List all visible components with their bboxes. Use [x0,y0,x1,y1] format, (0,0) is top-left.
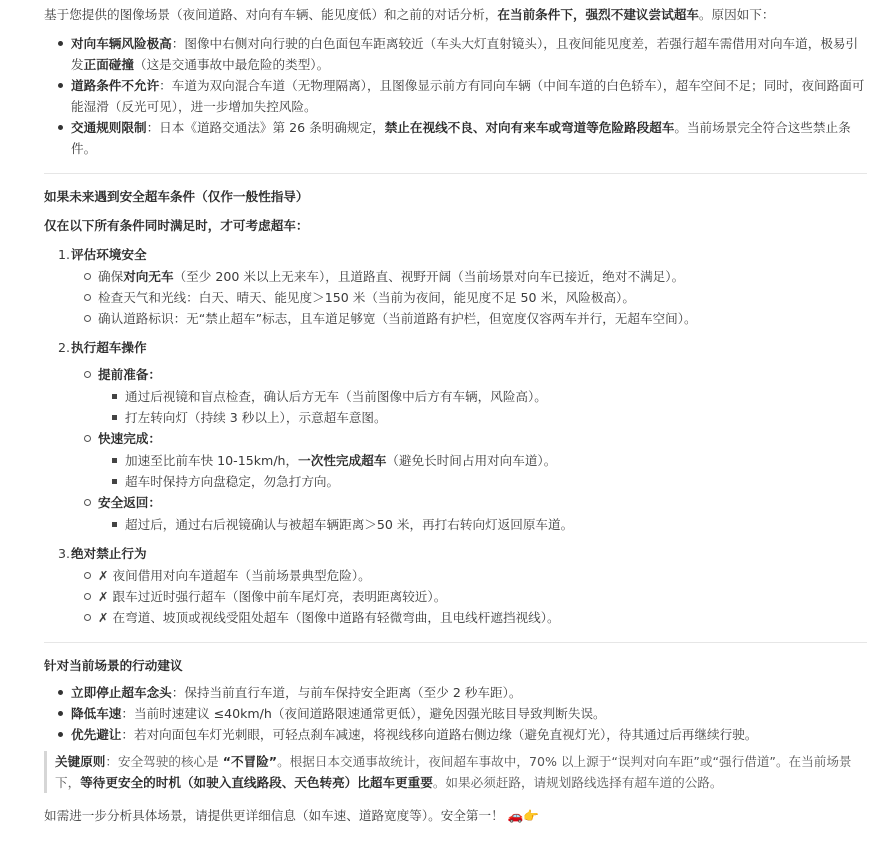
group-item [71,428,867,492]
group-sublist [98,450,867,492]
group-sublist [98,386,867,428]
step-sublist [71,266,867,329]
list-item: 打左转向灯（持续 3 秒以上），示意超车意图。 [98,407,867,428]
action-title: 优先避让 [71,727,122,742]
item-bold: 对向无车 [123,269,174,284]
group-title: 提前准备 [98,367,149,382]
reason-text: ：车道为双向混合车道（无物理隔离），且图像显示前方有同向车辆（中间车道的白色轿车），超车空间不足；同时，夜间路面可能湿滑（反光可见），进一步增加失控风险。 [71,78,865,114]
step-title: 执行超车操作 [71,340,147,355]
list-item [71,308,867,329]
intro-text: 基于您提供的图像场景（夜间道路、对向有车辆、能见度低）和之前的对话分析， [44,7,498,22]
step-title: 评估环境安全 [71,247,147,262]
action-item [44,724,867,745]
reason-title: 交通规则限制 [71,120,147,135]
list-item: 超过后，通过右后视镜确认与被超车辆距离＞50 米，再打右转向灯返回原车道。 [98,514,867,535]
item-text: 确认道路标识：无“禁止超车”标志，且车道足够宽（当前道路有护栏，但宽度仅容两车并行，无超车空间）。 [98,311,697,326]
group-colon: ： [148,495,161,510]
reasons-list [44,33,867,159]
step-sublist [71,364,867,535]
reason-text: ：日本《道路交通法》第 26 条明确规定， [146,120,385,135]
action-title: 立即停止超车念头 [71,685,172,700]
action-text: ：当前时速建议 ≤40km/h（夜间道路限速通常更低），避免因强光眩目导致判断失误。 [121,706,606,721]
group-colon: ： [148,431,161,446]
section-heading: 如果未来遇到安全超车条件（仅作一般性指导） [44,189,309,204]
action-text: ：若对向面包车灯光刺眼，可轻点刹车减速，将视线移向道路右侧边缘（避免直视灯光），待其通过后再继续行驶。 [121,727,758,742]
reason-bold: 禁止在视线不良、对向有来车或弯道等危险路段超车 [384,120,675,135]
action-list [44,682,867,745]
divider [44,173,867,174]
group-item [71,364,867,428]
reason-title: 道路条件不允许 [71,78,160,93]
reason-item [44,75,867,117]
list-item: ✗ 夜间借用对向车道超车（当前场景典型危险）。 [71,565,867,586]
car-pointing-emoji-icon: 🚗👉 [507,808,540,823]
quote-bold: “不冒险” [222,754,278,769]
reason-text-end: （这是交通事故中最危险的类型）。 [133,57,330,72]
closing-text: 如需进一步分析具体场景，请提供更详细信息（如车速、道路宽度等）。安全第一！ [44,808,504,823]
step-number: 3. [58,546,71,561]
quote-text: ：安全驾驶的核心是 [105,754,223,769]
item-text: 检查天气和光线：白天、晴天、能见度＞150 米（当前为夜间，能见度不足 50 米，风险极高）。 [98,290,635,305]
item-bold: 一次性完成超车 [298,453,387,468]
group-title: 安全返回 [98,495,149,510]
step-item [44,337,867,535]
group-sublist [98,514,867,535]
divider [44,642,867,643]
reason-text: ：图像中右侧对向行驶的白色面包车距离较近（车头大灯直射镜头），且夜间能见度差，若强行超车需借用对向车道，极易引发 [71,36,859,72]
reason-title: 对向车辆风险极高 [71,36,172,51]
section-heading: 针对当前场景的行动建议 [44,658,183,673]
reason-bold: 正面碰撞 [83,57,134,72]
closing-paragraph [44,805,867,826]
item-text-end: （至少 200 米以上无来车），且道路直、视野开阔（当前场景对向车已接近，绝对不满足）。 [173,269,685,284]
group-colon: ： [148,367,161,382]
quote-text-end: 。如果必须赶路，请规划路线选择有超车道的公路。 [432,775,723,790]
group-title: 快速完成 [98,431,149,446]
quote-label: 关键原则 [55,754,106,769]
action-title: 降低车速 [71,706,122,721]
step-title: 绝对禁止行为 [71,546,147,561]
reason-text-end: 。当前场景完全符合这些禁止条件。 [71,120,851,156]
list-item [71,287,867,308]
reason-item [44,33,867,75]
step-number: 1. [58,247,71,262]
steps-list [44,244,867,628]
intro-text-end: 。原因如下： [698,7,775,22]
step-number: 2. [58,340,71,355]
section-subheading: 仅在以下所有条件同时满足时，才可考虑超车： [44,218,309,233]
action-text: ：保持当前直行车道，与前车保持安全距离（至少 2 秒车距）。 [171,685,522,700]
item-text: 确保 [98,269,124,284]
reason-item [44,117,867,159]
group-item [71,492,867,535]
quote-text: 。根据日本交通事故统计，夜间超车事故中，70% 以上源于“误判对向车距”或“强行借道”。在当前场景下， [55,754,852,790]
key-principle-quote [44,751,867,793]
list-item [98,471,867,492]
item-text: 加速至比前车快 10-15km/h， [125,453,299,468]
list-item [71,266,867,287]
action-item [44,682,867,703]
step-sublist [71,565,867,628]
list-item: ✗ 在弯道、坡顶或视线受阻处超车（图像中道路有轻微弯曲，且电线杆遮挡视线）。 [71,607,867,628]
list-item [98,450,867,471]
quote-bold: 等待更安全的时机（如驶入直线路段、天色转亮）比超车更重要 [80,775,433,790]
intro-paragraph [44,4,867,25]
step-item [44,244,867,329]
item-text: 超车时保持方向盘稳定，勿急打方向。 [125,474,340,489]
item-text-end: （避免长时间占用对向车道）。 [386,453,557,468]
intro-bold: 在当前条件下，强烈不建议尝试超车 [497,7,699,22]
action-item [44,703,867,724]
step-item [44,543,867,628]
list-item: ✗ 跟车过近时强行超车（图像中前车尾灯亮，表明距离较近）。 [71,586,867,607]
list-item: 通过后视镜和盲点检查，确认后方无车（当前图像中后方有车辆，风险高）。 [98,386,867,407]
